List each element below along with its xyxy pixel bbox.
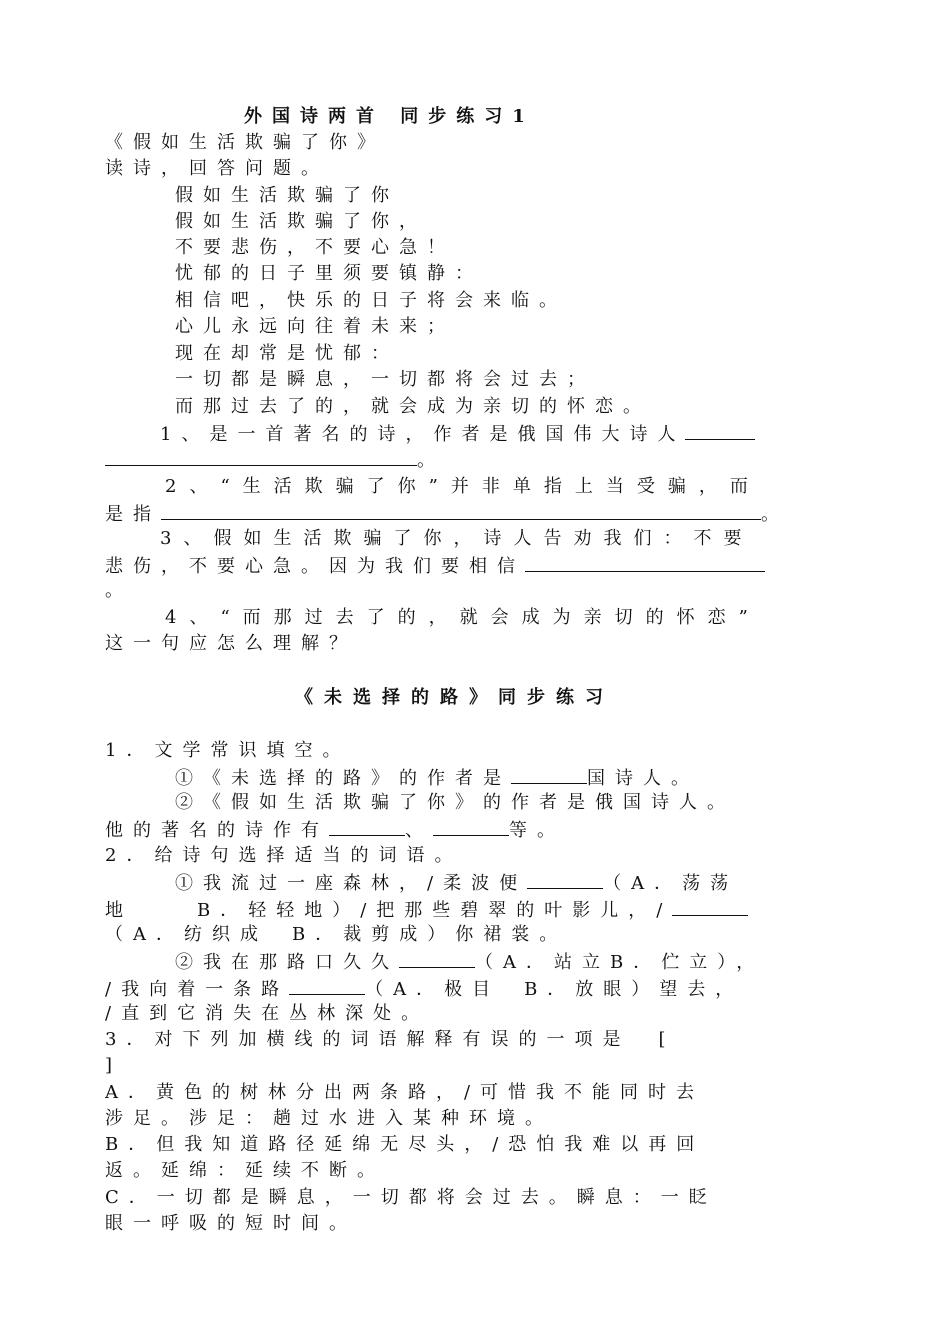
item-text: B．裁剪成）你裙裳。 xyxy=(292,924,568,945)
answer-blank[interactable] xyxy=(685,420,755,440)
question-3-text: 悲伤，不要心急。因为我们要相信 xyxy=(105,556,525,577)
s2-question-2-item-1 xyxy=(175,869,865,895)
answer-blank[interactable] xyxy=(511,764,587,784)
item-text: ①我流过一座森林，/柔波便 xyxy=(175,873,528,894)
question-2-text: 是指 xyxy=(105,504,161,525)
answer-blank[interactable] xyxy=(527,869,603,889)
s2-question-2-item-1-cont xyxy=(105,896,865,922)
item-text: 、 xyxy=(405,820,433,841)
item-text: 他的著名的诗作有 xyxy=(105,820,329,841)
question-3-end: 。 xyxy=(105,580,133,601)
item-text: 等。 xyxy=(509,820,565,841)
item-text: （A．纺织成 xyxy=(105,924,268,945)
s2-question-1-item-2: ②《假如生活欺骗了你》的作者是俄国诗人。 xyxy=(175,792,735,813)
option-a: A．黄色的树林分出两条路，/可惜我不能同时去 xyxy=(105,1082,705,1103)
period-text: 。 xyxy=(417,450,445,471)
s2-question-1-item-1 xyxy=(175,764,865,790)
question-4: 4、“而那过去了的，就会成为亲切的怀恋” xyxy=(165,607,761,628)
answer-blank[interactable] xyxy=(525,552,765,572)
question-4-cont: 这一句应怎么理解？ xyxy=(105,633,357,654)
poem-line: 假如生活欺骗了你 xyxy=(175,185,399,206)
item-text: /我向着一条路 xyxy=(105,979,290,1000)
question-text: 3．对下列加横线的词语解释有误的一项是 xyxy=(105,1029,631,1050)
poem-line: 不要悲伤，不要心急！ xyxy=(175,237,455,258)
s2-question-1: 1．文学常识填空。 xyxy=(105,740,351,761)
answer-blank[interactable] xyxy=(672,896,748,916)
question-1-cont xyxy=(105,446,865,472)
s2-question-2-item-2-cont xyxy=(105,975,865,1001)
s2-question-2-item-1-end xyxy=(105,922,865,948)
answer-blank[interactable] xyxy=(329,816,405,836)
question-1-text: 1、是一首著名的诗，作者是俄国伟大诗人 xyxy=(160,424,686,445)
section1-title: 外国诗两首 同步练习1 xyxy=(244,106,535,127)
item-text: 地 xyxy=(105,900,133,921)
s2-question-2: 2．给诗句选择适当的词语。 xyxy=(105,845,463,866)
s2-question-1-item-2-cont xyxy=(105,816,865,842)
question-2-cont xyxy=(105,500,865,526)
question-1 xyxy=(160,420,865,446)
period-text: 。 xyxy=(761,504,789,525)
poem-line: 而那过去了的，就会成为亲切的怀恋。 xyxy=(175,396,651,417)
option-c: C．一切都是瞬息，一切都将会过去。瞬息：一眨 xyxy=(105,1187,717,1208)
poem-line: 现在却常是忧郁： xyxy=(175,343,399,364)
poem-line: 一切都是瞬息，一切都将会过去； xyxy=(175,369,595,390)
poem-line: 相信吧，快乐的日子将会来临。 xyxy=(175,290,567,311)
item-text: （A．极目 xyxy=(365,979,501,1000)
item-text: ①《未选择的路》的作者是 xyxy=(175,768,511,789)
option-b-cont: 返。延绵：延续不断。 xyxy=(105,1160,385,1181)
option-b: B．但我知道路径延绵无尽头，/恐怕我难以再回 xyxy=(105,1134,705,1155)
answer-blank[interactable] xyxy=(399,948,475,968)
instruction: 读诗，回答问题。 xyxy=(105,158,329,179)
item-text: 国诗人。 xyxy=(587,768,699,789)
s2-question-2-item-2-end: /直到它消失在丛林深处。 xyxy=(105,1003,430,1024)
item-text: B．轻轻地）/把那些碧翠的叶影儿，/ xyxy=(197,900,673,921)
poem-line: 心儿永远向往着未来； xyxy=(175,316,455,337)
poem-line: 假如生活欺骗了你， xyxy=(175,211,427,232)
poem-line: 忧郁的日子里须要镇静： xyxy=(175,263,483,284)
item-text: B．放眼）望去， xyxy=(524,979,744,1000)
poem-title: 《假如生活欺骗了你》 xyxy=(105,132,385,153)
section2-title: 《未选择的路》同步练习 xyxy=(295,687,614,708)
answer-blank[interactable] xyxy=(161,500,761,520)
option-a-cont: 涉足。涉足：趟过水进入某种环境。 xyxy=(105,1108,553,1129)
answer-blank[interactable] xyxy=(433,816,509,836)
item-text: （A．站立B．伫立）， xyxy=(475,952,765,973)
question-3: 3、假如生活欺骗了你，诗人告劝我们：不要 xyxy=(160,528,754,549)
option-c-cont: 眼一呼吸的短时间。 xyxy=(105,1213,357,1234)
bracket-open: [ xyxy=(658,1029,676,1050)
question-2: 2、“生活欺骗了你”并非单指上当受骗，而 xyxy=(165,476,761,497)
s2-question-2-item-2 xyxy=(175,948,865,974)
answer-blank[interactable] xyxy=(289,975,365,995)
item-text: ②我在那路口久久 xyxy=(175,952,399,973)
question-3-cont xyxy=(105,552,865,578)
item-text: （A．荡荡 xyxy=(603,873,739,894)
bracket-close: ] xyxy=(105,1055,123,1076)
answer-blank[interactable] xyxy=(105,446,417,466)
s2-question-3 xyxy=(105,1027,865,1053)
